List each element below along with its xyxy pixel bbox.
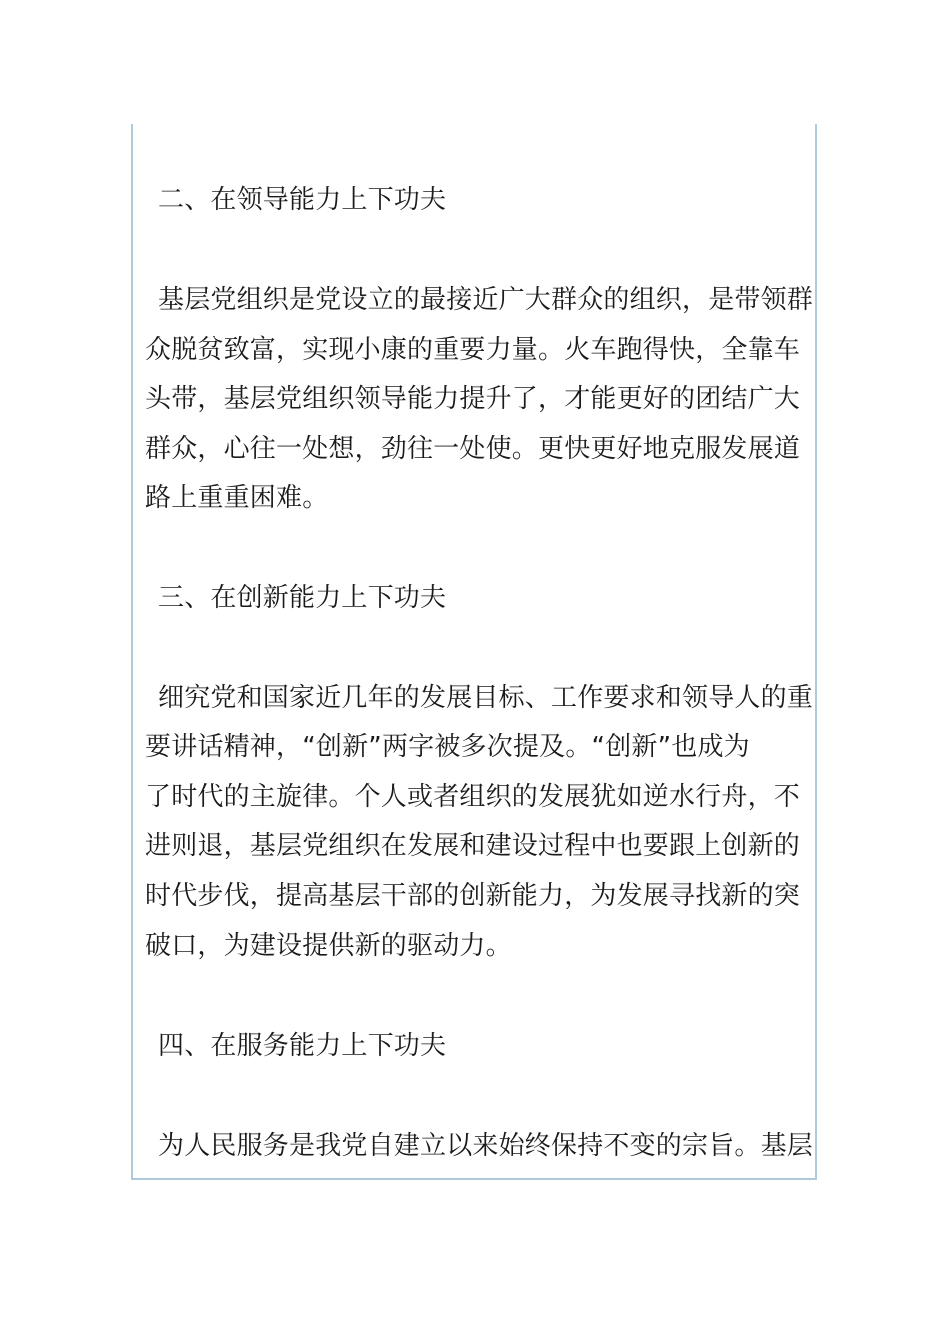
paragraph-line: 群众，心往一处想，劲往一处使。更快更好地克服发展道 [145, 434, 801, 464]
paragraph-line: 头带，基层党组织领导能力提升了，才能更好的团结广大 [145, 384, 801, 414]
section-heading-2: 二、在领导能力上下功夫 [158, 185, 447, 215]
paragraph-line: 细究党和国家近几年的发展目标、工作要求和领导人的重 [158, 683, 814, 713]
paragraph-line: 要讲话精神，“创新”两字被多次提及。“创新”也成为 [145, 732, 750, 762]
page-frame [131, 124, 817, 1180]
paragraph-line: 时代步伐，提高基层干部的创新能力，为发展寻找新的突 [145, 881, 801, 911]
paragraph-line: 路上重重困难。 [145, 483, 329, 513]
paragraph-line: 了时代的主旋律。个人或者组织的发展犹如逆水行舟，不 [145, 782, 801, 812]
paragraph-line: 基层党组织是党设立的最接近广大群众的组织，是带领群 [158, 285, 814, 315]
paragraph-line: 进则退，基层党组织在发展和建设过程中也要跟上创新的 [145, 831, 801, 861]
paragraph-line: 破口，为建设提供新的驱动力。 [145, 931, 512, 961]
paragraph-line: 众脱贫致富，实现小康的重要力量。火车跑得快，全靠车 [145, 335, 801, 365]
section-heading-3: 三、在创新能力上下功夫 [158, 583, 447, 613]
paragraph-line: 为人民服务是我党自建立以来始终保持不变的宗旨。基层 [158, 1131, 814, 1161]
section-heading-4: 四、在服务能力上下功夫 [158, 1031, 447, 1061]
